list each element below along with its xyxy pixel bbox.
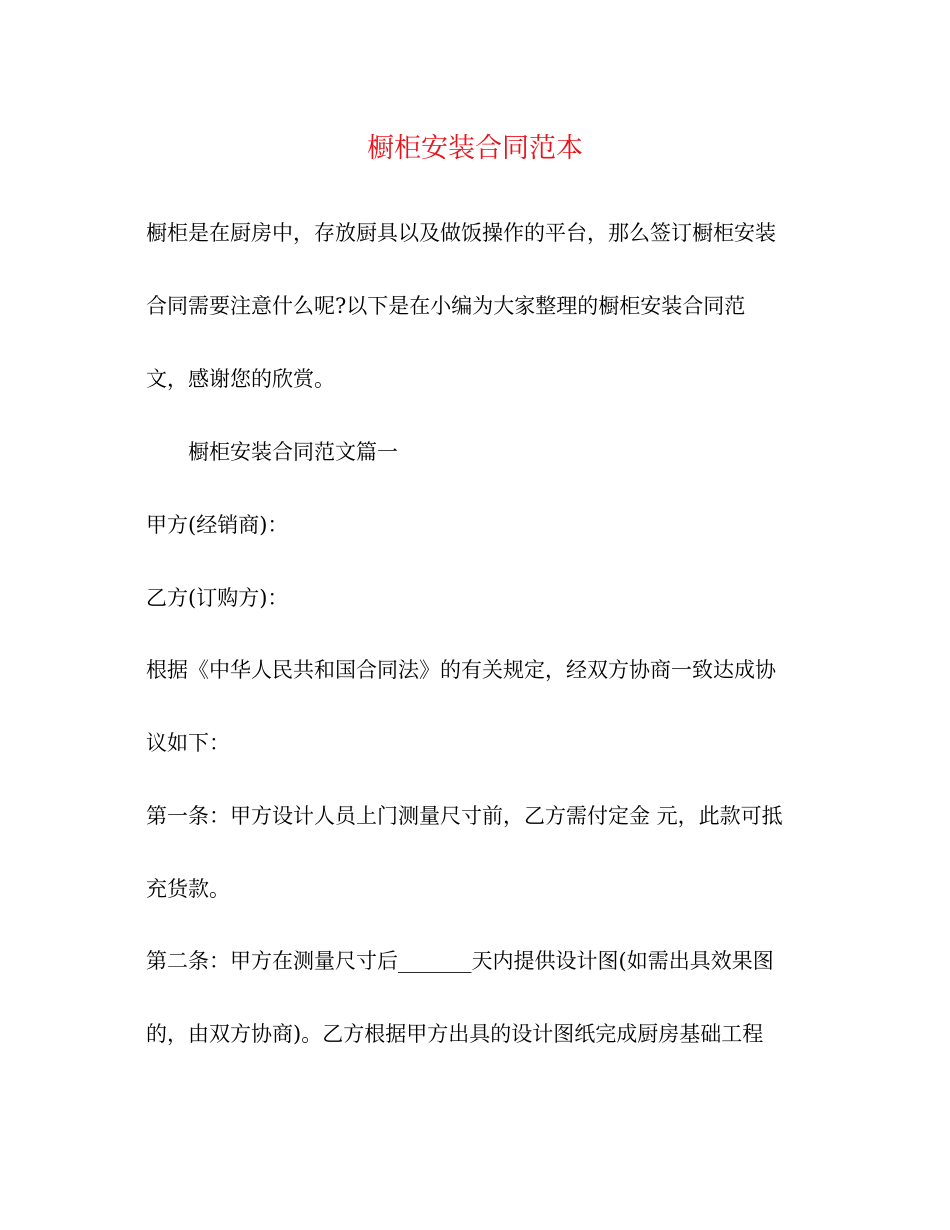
- document-title: 橱柜安装合同范本: [367, 133, 583, 164]
- paragraph-line: 充货款。: [146, 877, 230, 901]
- paragraph-line: 合同需要注意什么呢?以下是在小编为大家整理的橱柜安装合同范: [146, 294, 746, 318]
- paragraph-line: 橱柜是在厨房中，存放厨具以及做饭操作的平台，那么签订橱柜安装: [146, 221, 776, 245]
- paragraph-line: 议如下：: [146, 731, 230, 755]
- section-heading: 橱柜安装合同范文篇一: [188, 440, 398, 464]
- party-b-line: 乙方(订购方)：: [146, 586, 289, 610]
- party-a-line: 甲方(经销商)：: [146, 513, 289, 537]
- paragraph-line: 的，由双方协商)。乙方根据甲方出具的设计图纸完成厨房基础工程: [146, 1022, 764, 1046]
- article-one-line: 第一条：甲方设计人员上门测量尺寸前，乙方需付定金 元，此款可抵: [146, 804, 783, 828]
- paragraph-line: 文，感谢您的欣赏。: [146, 367, 335, 391]
- paragraph-line: 根据《中华人民共和国合同法》的有关规定，经双方协商一致达成协: [146, 658, 776, 682]
- article-two-line: 第二条：甲方在测量尺寸后_______天内提供设计图(如需出具效果图: [146, 949, 774, 973]
